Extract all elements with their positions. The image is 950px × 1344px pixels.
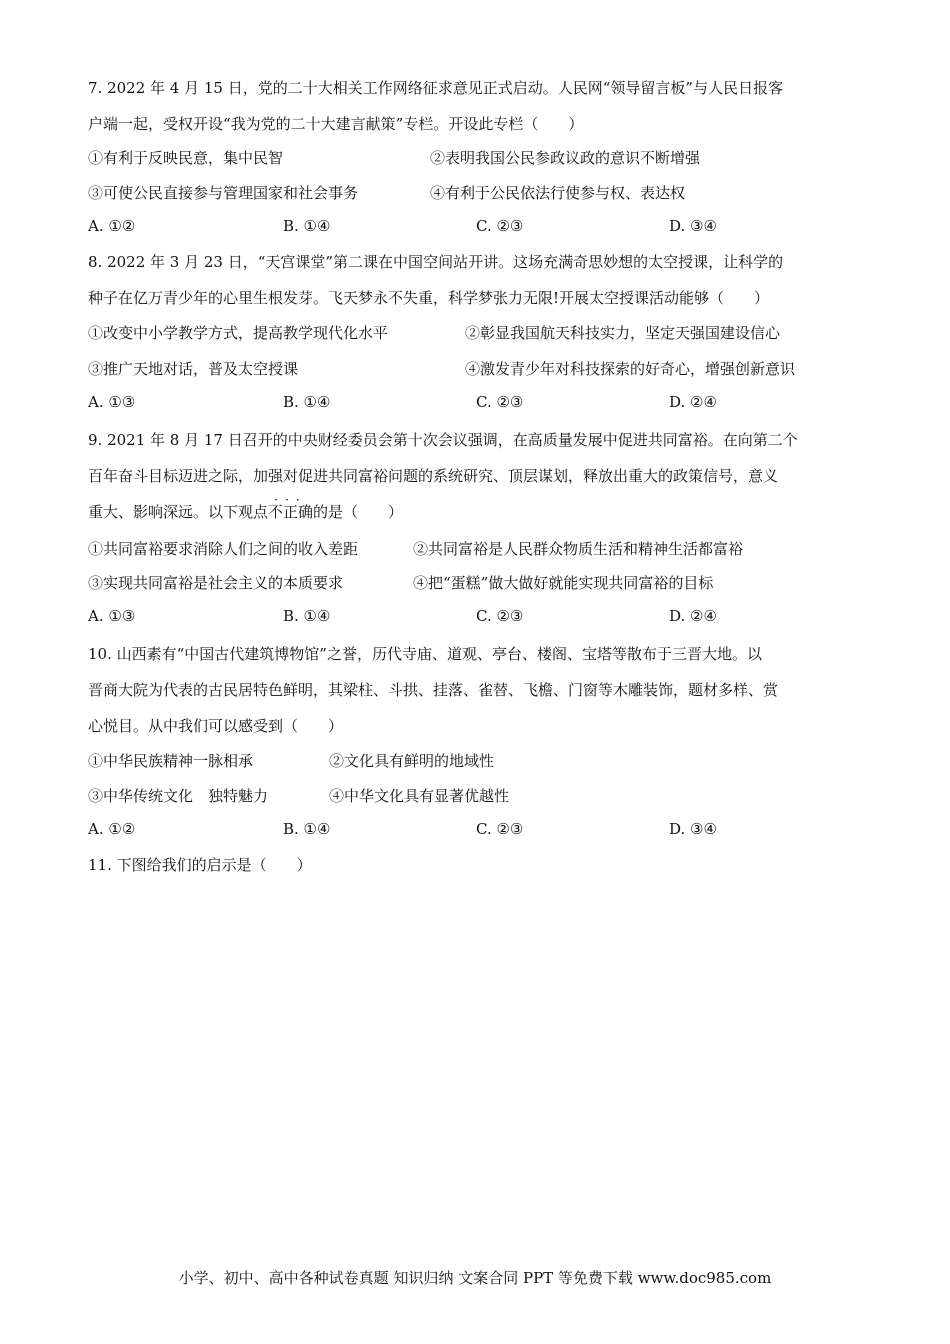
q7-option-4: ④有利于公民依法行使参与权、表达权 <box>430 184 686 202</box>
q10-choice-a[interactable]: A. ①② <box>88 820 136 838</box>
q9-option-1: ①共同富裕要求消除人们之间的收入差距 <box>88 540 359 558</box>
q7-choice-d[interactable]: D. ③④ <box>669 217 717 235</box>
q7-option-2: ②表明我国公民参政议政的意识不断增强 <box>430 149 701 167</box>
q8-option-2: ②彰显我国航天科技实力，坚定天强国建设信心 <box>465 324 781 342</box>
q8-stem-line-1: 8. 2022 年 3 月 23 日，“天宫课堂”第二课在中国空间站开讲。这场充满奇思妙想的太空授课，让科学的 <box>88 253 784 271</box>
emphasis-word: 不正确 <box>268 503 314 521</box>
q10-option-1: ①中华民族精神一脉相承 <box>88 752 254 770</box>
q10-option-4: ④中华文化具有显著优越性 <box>329 787 510 805</box>
q7-choice-a[interactable]: A. ①② <box>88 217 136 235</box>
q9-choice-b[interactable]: B. ①④ <box>283 607 331 625</box>
q8-choice-a[interactable]: A. ①③ <box>88 393 136 411</box>
q10-stem-line-3: 心悦目。从中我们可以感受到（ ） <box>88 717 344 735</box>
q7-option-1: ①有利于反映民意，集中民智 <box>88 149 284 167</box>
q9-choice-a[interactable]: A. ①③ <box>88 607 136 625</box>
emphasis-text <box>268 493 314 521</box>
q10-option-3: ③中华传统文化 独特魅力 <box>88 787 269 805</box>
q9-stem-line-1: 9. 2021 年 8 月 17 日召开的中央财经委员会第十次会议强调，在高质量发展中促进共同富裕。在向第二个 <box>88 431 798 449</box>
q10-choice-d[interactable]: D. ③④ <box>669 820 717 838</box>
q8-option-1: ①改变中小学教学方式，提高教学现代化水平 <box>88 324 389 342</box>
q7-stem-line-1: 7. 2022 年 4 月 15 日，党的二十大相关工作网络征求意见正式启动。人民网“领导留言板”与人民日报客 <box>88 79 784 97</box>
q8-choice-d[interactable]: D. ②④ <box>669 393 717 411</box>
q9-stem-line-3 <box>88 493 404 522</box>
q9-choice-d[interactable]: D. ②④ <box>669 607 717 625</box>
q7-choice-b[interactable]: B. ①④ <box>283 217 331 235</box>
q7-option-3: ③可使公民直接参与管理国家和社会事务 <box>88 184 359 202</box>
q8-option-4: ④激发青少年对科技探索的好奇心，增强创新意识 <box>465 360 796 378</box>
q9-option-3: ③实现共同富裕是社会主义的本质要求 <box>88 574 344 592</box>
q10-choice-b[interactable]: B. ①④ <box>283 820 331 838</box>
emphasis-dots: ··· <box>274 493 307 507</box>
q8-stem-line-2: 种子在亿万青少年的心里生根发芽。飞天梦永不失重，科学梦张力无限!开展太空授课活动能够（ ） <box>88 289 770 307</box>
q9-option-4: ④把“蛋糕”做大做好就能实现共同富裕的目标 <box>413 574 714 592</box>
q10-choice-c[interactable]: C. ②③ <box>476 820 524 838</box>
q10-stem-line-2: 晋商大院为代表的古民居特色鲜明，其梁柱、斗拱、挂落、雀替、飞檐、门窗等木雕装饰，题材多样、赏 <box>88 681 779 699</box>
q8-choice-b[interactable]: B. ①④ <box>283 393 331 411</box>
q7-stem-line-2: 户端一起，受权开设“我为党的二十大建言献策”专栏。开设此专栏（ ） <box>88 115 584 133</box>
q9-stem-line-3-pre: 重大、影响深远。以下观点 <box>88 503 269 521</box>
q10-option-2: ②文化具有鲜明的地域性 <box>329 752 495 770</box>
q9-option-2: ②共同富裕是人民群众物质生活和精神生活都富裕 <box>413 540 744 558</box>
q9-stem-line-2: 百年奋斗目标迈进之际，加强对促进共同富裕问题的系统研究、顶层谋划，释放出重大的政策信号，意义 <box>88 467 779 485</box>
q8-choice-c[interactable]: C. ②③ <box>476 393 524 411</box>
q7-choice-c[interactable]: C. ②③ <box>476 217 524 235</box>
q8-option-3: ③推广天地对话，普及太空授课 <box>88 360 299 378</box>
q11-stem-line-1: 11. 下图给我们的启示是（ ） <box>88 856 312 874</box>
page-footer[interactable]: 小学、初中、高中各种试卷真题 知识归纳 文案合同 PPT 等免费下载 www.doc985.com <box>178 1269 772 1287</box>
q10-stem-line-1: 10. 山西素有“中国古代建筑博物馆”之誉，历代寺庙、道观、亭台、楼阁、宝塔等散布于三晋大地。以 <box>88 645 762 663</box>
q9-choice-c[interactable]: C. ②③ <box>476 607 524 625</box>
q9-stem-line-3-post: 的是（ ） <box>313 503 404 521</box>
